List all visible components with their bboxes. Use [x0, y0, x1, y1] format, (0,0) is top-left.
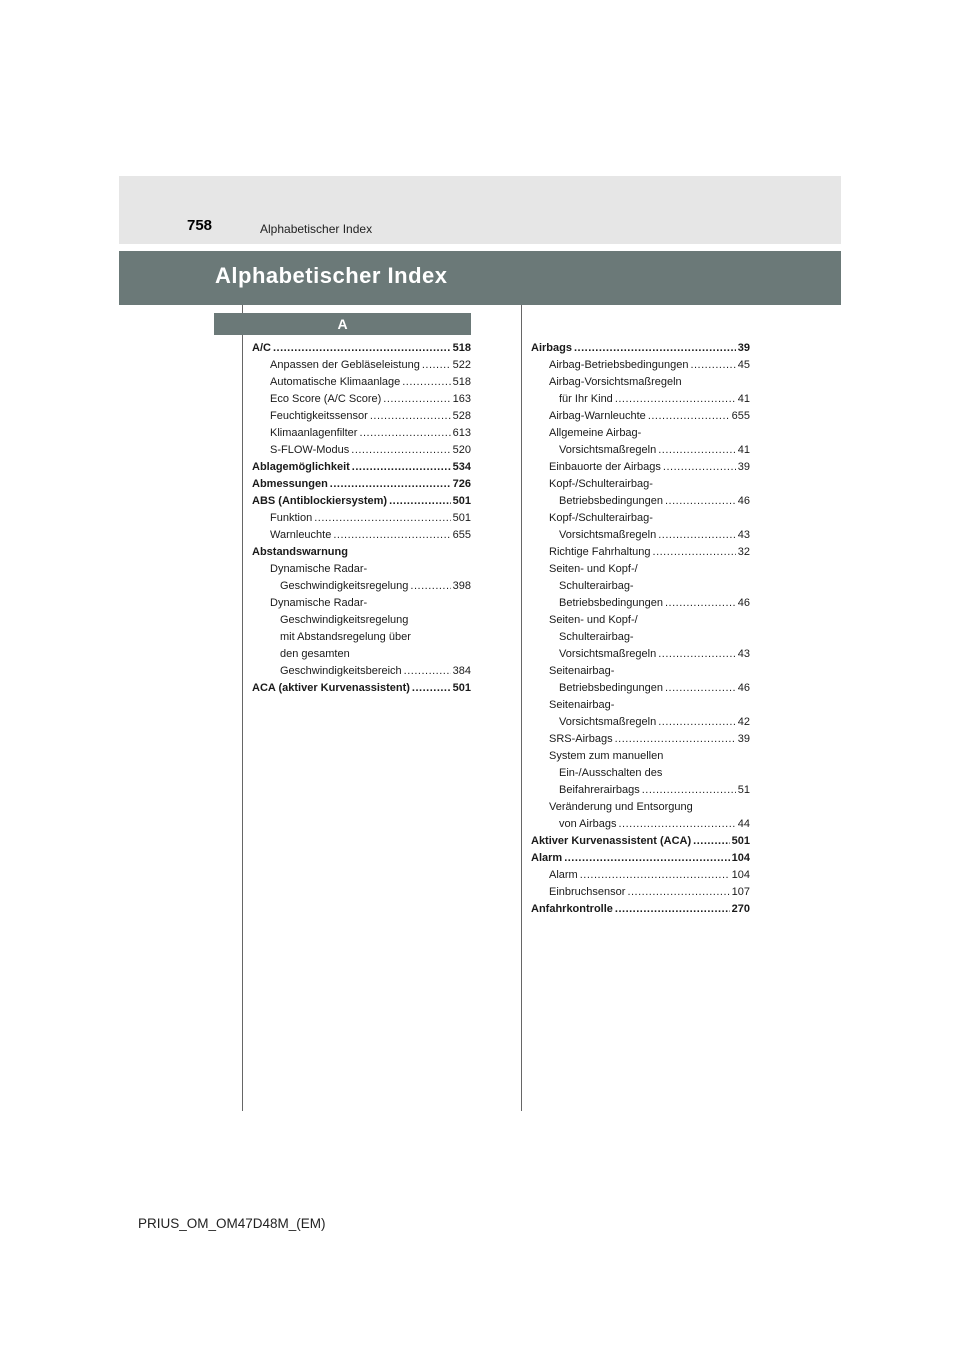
index-entry-page: 522	[452, 359, 471, 371]
index-entry-page: 104	[731, 869, 750, 881]
index-entry	[531, 680, 750, 697]
index-entry-term: Abmessungen	[252, 478, 328, 490]
index-entry	[252, 680, 471, 697]
index-entry-page: 501	[452, 682, 471, 694]
column-divider-right	[521, 305, 522, 1111]
page-number: 758	[187, 217, 213, 234]
index-entry-page: 163	[452, 393, 471, 405]
index-entry-page: 46	[737, 597, 750, 609]
index-entry	[531, 442, 750, 459]
index-column-left	[252, 340, 471, 697]
index-entry	[531, 867, 750, 884]
index-entry-page: 39	[737, 342, 750, 354]
index-entry	[531, 646, 750, 663]
index-entry-heading: Allgemeine Airbag-	[549, 427, 642, 439]
index-entry-page: 501	[452, 495, 471, 507]
index-entry-page: 42	[737, 716, 750, 728]
index-entry-term: für Ihr Kind	[559, 393, 613, 405]
index-entry-term: Betriebsbedingungen	[559, 495, 663, 507]
index-entry-heading: Seiten- und Kopf-/	[549, 563, 638, 575]
dot-leader	[314, 510, 450, 527]
dot-leader	[642, 782, 736, 799]
index-entry	[531, 595, 750, 612]
index-entry-page: 46	[737, 495, 750, 507]
index-entry-page: 46	[737, 682, 750, 694]
index-entry-term: Betriebsbedingungen	[559, 682, 663, 694]
dot-leader	[422, 357, 451, 374]
index-entry-heading: Kopf-/Schulterairbag-	[549, 478, 653, 490]
footer-code: PRIUS_OM_OM47D48M_(EM)	[138, 1216, 326, 1231]
index-entry-term: Vorsichtsmaßregeln	[559, 716, 657, 728]
index-entry	[252, 391, 471, 408]
index-entry-page: 107	[731, 886, 750, 898]
index-entry-term: Einbruchsensor	[549, 886, 626, 898]
dot-leader	[693, 833, 729, 850]
index-entry-term: Warnleuchte	[270, 529, 332, 541]
index-entry	[252, 459, 471, 476]
index-entry-page: 45	[737, 359, 750, 371]
dot-leader	[627, 884, 729, 901]
index-entry-page: 518	[452, 376, 471, 388]
dot-leader	[663, 459, 736, 476]
dot-leader	[330, 476, 451, 493]
index-entry-term: Alarm	[531, 852, 563, 864]
index-entry-term: Vorsichtsmaßregeln	[559, 444, 657, 456]
index-entry-term: Automatische Klimaanlage	[270, 376, 401, 388]
dot-leader	[402, 374, 450, 391]
index-entry-page: 520	[452, 444, 471, 456]
index-entry	[531, 391, 750, 408]
index-entry-term: von Airbags	[559, 818, 617, 830]
index-entry	[252, 527, 471, 544]
page-title: Alphabetischer Index	[215, 263, 448, 288]
index-entry-page: 43	[737, 648, 750, 660]
index-entry-term: Feuchtigkeitssensor	[270, 410, 368, 422]
index-entry-term: Ablagemöglichkeit	[252, 461, 350, 473]
index-entry-page: 39	[737, 461, 750, 473]
index-entry-term: Funktion	[270, 512, 313, 524]
index-entry-term: Airbag-Betriebsbedingungen	[549, 359, 689, 371]
dot-leader	[564, 850, 729, 867]
index-entry	[252, 510, 471, 527]
dot-leader	[383, 391, 450, 408]
dot-leader	[333, 527, 450, 544]
index-entry	[252, 578, 471, 595]
running-title: Alphabetischer Index	[260, 222, 373, 236]
index-entry-term: Vorsichtsmaßregeln	[559, 648, 657, 660]
index-entry	[252, 357, 471, 374]
dot-leader	[615, 731, 736, 748]
index-entry	[252, 425, 471, 442]
index-entry	[531, 901, 750, 918]
dot-leader	[665, 680, 736, 697]
index-entry-term: Beifahrerairbags	[559, 784, 640, 796]
index-entry-page: 534	[452, 461, 471, 473]
index-entry-page: 39	[737, 733, 750, 745]
column-divider-left	[242, 305, 243, 1111]
index-entry-heading: Veränderung und Entsorgung	[549, 801, 693, 813]
dot-leader	[658, 714, 736, 731]
index-entry-term: A/C	[252, 342, 271, 354]
index-entry-page: 270	[731, 903, 750, 915]
dot-leader	[615, 901, 730, 918]
index-entry	[252, 408, 471, 425]
index-entry	[252, 340, 471, 357]
index-column-right	[531, 340, 750, 918]
index-entry	[531, 714, 750, 731]
index-entry	[531, 493, 750, 510]
dot-leader	[273, 340, 451, 357]
index-entry-term: Aktiver Kurvenassistent (ACA)	[531, 835, 692, 847]
index-entry-page: 655	[452, 529, 471, 541]
index-entry	[252, 374, 471, 391]
index-entry-term: Betriebsbedingungen	[559, 597, 663, 609]
index-entry-page: 51	[737, 784, 750, 796]
index-entry	[531, 340, 750, 357]
index-entry	[531, 884, 750, 901]
index-entry-term: Eco Score (A/C Score)	[270, 393, 382, 405]
index-entry	[531, 816, 750, 833]
dot-leader	[653, 544, 736, 561]
index-entry-page: 528	[452, 410, 471, 422]
index-entry-page: 43	[737, 529, 750, 541]
section-letter: A	[337, 316, 348, 332]
index-entry-heading: Schulterairbag-	[559, 580, 634, 592]
index-entry-term: ABS (Antiblockiersystem)	[252, 495, 388, 507]
index-entry-page: 398	[452, 580, 471, 592]
index-entry	[531, 850, 750, 867]
index-entry-heading: Airbag-Vorsichtsmaßregeln	[549, 376, 682, 388]
index-entry	[531, 408, 750, 425]
index-entry-page: 384	[452, 665, 471, 677]
index-entry	[252, 476, 471, 493]
index-entry-term: Anfahrkontrolle	[531, 903, 613, 915]
dot-leader	[404, 663, 451, 680]
index-entry	[531, 782, 750, 799]
index-entry-page: 32	[737, 546, 750, 558]
index-entry-heading: Abstandswarnung	[252, 546, 348, 558]
dot-leader	[412, 680, 451, 697]
index-entry-page: 104	[731, 852, 750, 864]
index-entry-heading: den gesamten	[280, 648, 350, 660]
dot-leader	[618, 816, 735, 833]
index-entry	[531, 459, 750, 476]
dot-leader	[615, 391, 736, 408]
index-entry-heading: Dynamische Radar-	[270, 597, 368, 609]
index-entry-term: Alarm	[549, 869, 578, 881]
index-entry-term: Vorsichtsmaßregeln	[559, 529, 657, 541]
dot-leader	[658, 646, 736, 663]
index-entry-heading: Schulterairbag-	[559, 631, 634, 643]
index-entry	[252, 493, 471, 510]
index-entry-term: Airbags	[531, 342, 572, 354]
index-entry	[252, 663, 471, 680]
header-band	[119, 176, 841, 244]
index-entry-page: 501	[731, 835, 750, 847]
index-entry-heading: Kopf-/Schulterairbag-	[549, 512, 653, 524]
index-entry-term: ACA (aktiver Kurvenassistent)	[252, 682, 410, 694]
index-entry-heading: Seitenairbag-	[549, 665, 615, 677]
dot-leader	[690, 357, 735, 374]
index-entry	[531, 544, 750, 561]
dot-leader	[389, 493, 451, 510]
index-entry-page: 41	[737, 444, 750, 456]
index-entry-term: S-FLOW-Modus	[270, 444, 350, 456]
index-entry-term: Richtige Fahrhaltung	[549, 546, 651, 558]
index-entry-heading: Seitenairbag-	[549, 699, 615, 711]
index-entry-page: 518	[452, 342, 471, 354]
index-entry-term: Einbauorte der Airbags	[549, 461, 661, 473]
index-entry	[531, 833, 750, 850]
dot-leader	[352, 459, 451, 476]
index-entry-page: 501	[452, 512, 471, 524]
index-entry-page: 726	[452, 478, 471, 490]
dot-leader	[574, 340, 736, 357]
index-entry-page: 613	[452, 427, 471, 439]
index-entry	[252, 442, 471, 459]
index-entry-term: Anpassen der Gebläseleistung	[270, 359, 420, 371]
index-entry-heading: Geschwindigkeitsregelung	[280, 614, 409, 626]
dot-leader	[658, 442, 736, 459]
dot-leader	[658, 527, 736, 544]
index-entry-heading: Seiten- und Kopf-/	[549, 614, 638, 626]
index-entry-page: 44	[737, 818, 750, 830]
index-entry-term: Airbag-Warnleuchte	[549, 410, 646, 422]
index-entry-page: 655	[731, 410, 750, 422]
dot-leader	[648, 408, 730, 425]
index-entry-term: Geschwindigkeitsbereich	[280, 665, 402, 677]
index-entry-heading: Ein-/Ausschalten des	[559, 767, 663, 779]
index-entry-term: Klimaanlagenfilter	[270, 427, 358, 439]
index-entry	[531, 357, 750, 374]
dot-leader	[359, 425, 450, 442]
dot-leader	[370, 408, 451, 425]
index-entry-heading: Dynamische Radar-	[270, 563, 368, 575]
dot-leader	[410, 578, 450, 595]
section-letter-header	[214, 313, 471, 335]
index-entry	[531, 527, 750, 544]
dot-leader	[665, 595, 736, 612]
index-entry-term: Geschwindigkeitsregelung	[280, 580, 409, 592]
index-entry-page: 41	[737, 393, 750, 405]
index-entry-term: SRS-Airbags	[549, 733, 613, 745]
dot-leader	[351, 442, 450, 459]
index-entry-heading: System zum manuellen	[549, 750, 664, 762]
dot-leader	[580, 867, 730, 884]
index-entry	[531, 731, 750, 748]
index-entry-heading: mit Abstandsregelung über	[280, 631, 411, 643]
dot-leader	[665, 493, 736, 510]
